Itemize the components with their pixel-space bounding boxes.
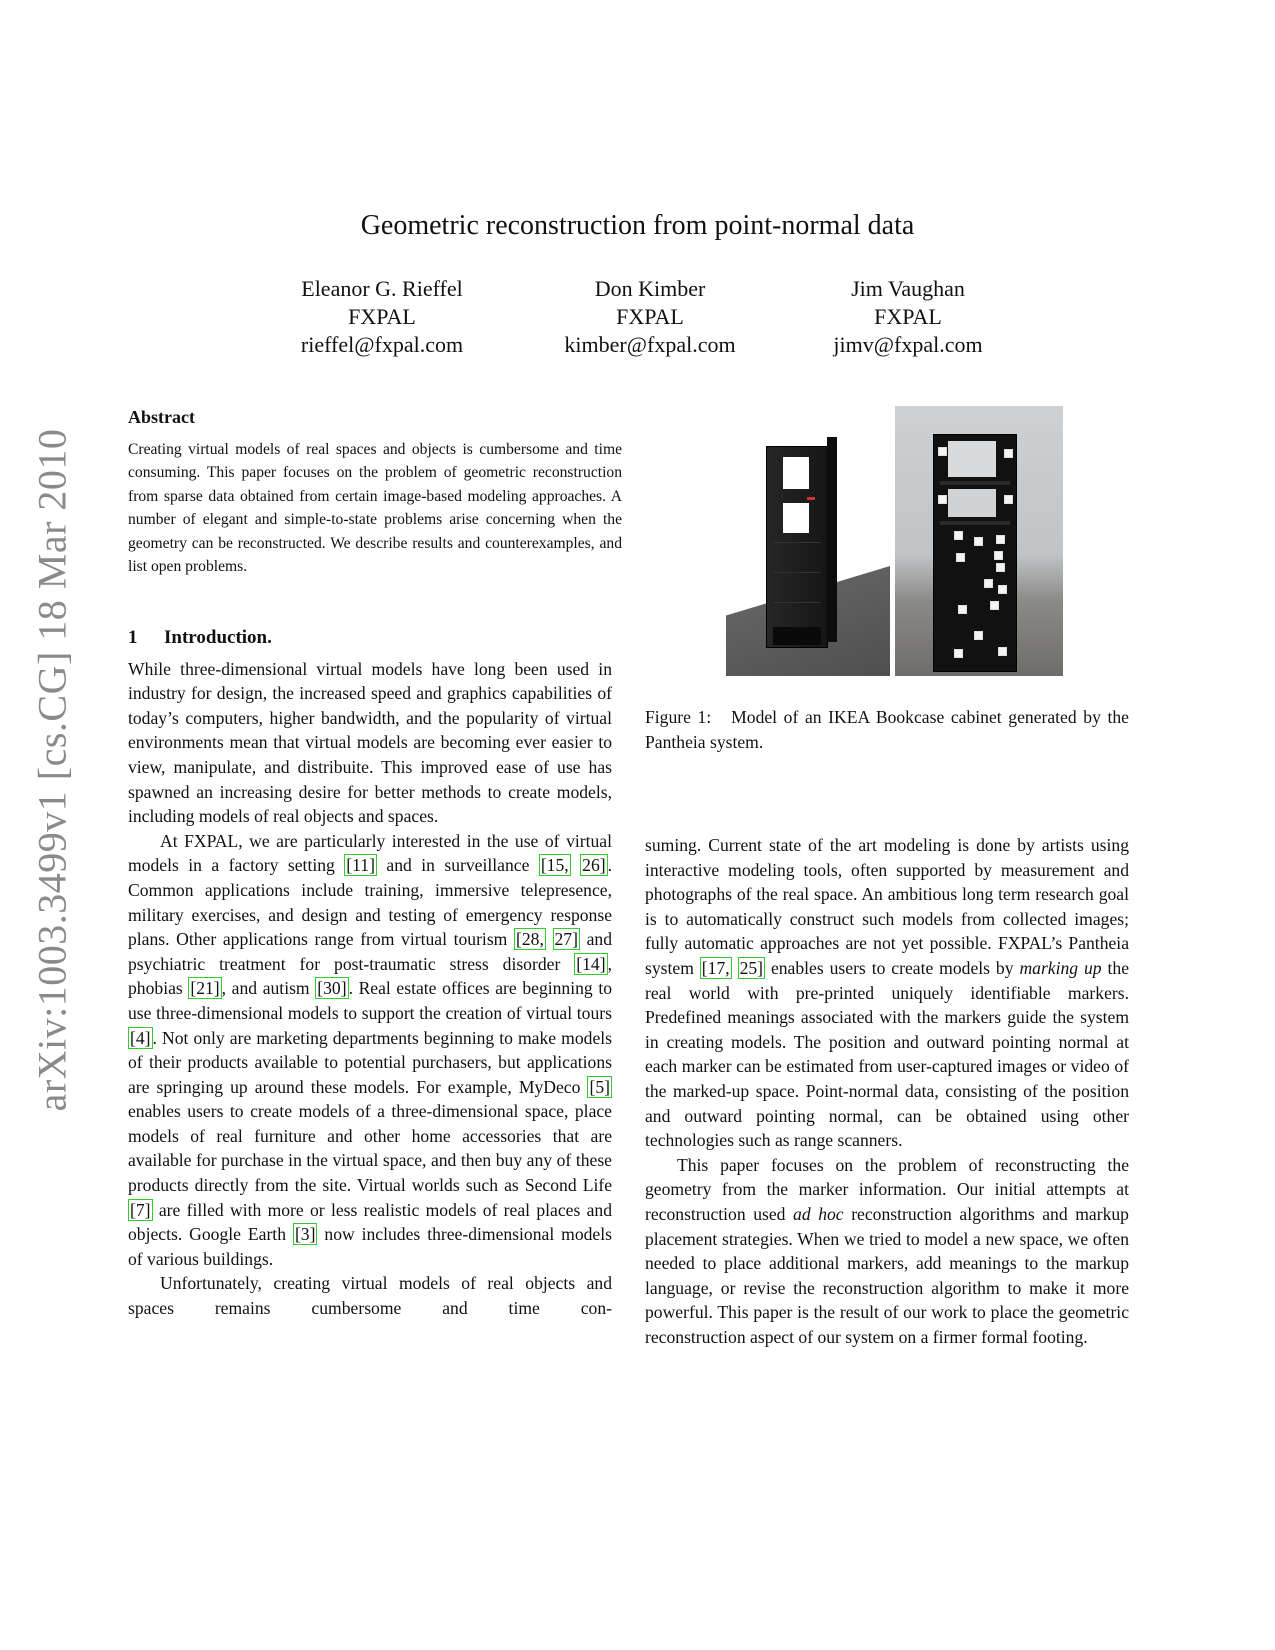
citation-link[interactable]: [7]: [130, 1199, 151, 1220]
citation-link[interactable]: [17,: [701, 957, 730, 978]
author-email: jimv@fxpal.com: [833, 332, 983, 357]
citation-link[interactable]: [11]: [346, 855, 375, 876]
bookcase-model: [766, 446, 828, 648]
figure-label: Figure 1:: [645, 707, 712, 727]
abstract-text: Creating virtual models of real spaces and objects is cumbersome and time consuming. This paper focuses on the problem of geometric reconstruction from sparse data obtained from certain image-based modeling approaches. A number of elegant and simple-to-state problems arise concerning when the geometry can be reconstructed. We describe results and counterexamples, and list open problems.: [128, 441, 622, 576]
citation-link[interactable]: [3]: [294, 1224, 316, 1245]
citation-link[interactable]: [15,: [540, 855, 569, 876]
citation-link[interactable]: [28,: [516, 929, 544, 950]
author-affiliation: FXPAL: [874, 304, 942, 329]
arxiv-identifier-stamp: arXiv:1003.3499v1 [cs.CG] 18 Mar 2010: [29, 428, 75, 1112]
author-block: [778, 275, 1038, 359]
paragraph: Unfortunately, creating virtual models of real objects and spaces remains cumbersome and time con-: [128, 1273, 612, 1319]
author-email: kimber@fxpal.com: [564, 332, 736, 357]
figure-photo-image: [895, 406, 1063, 676]
abstract-heading: Abstract: [128, 407, 195, 427]
figure-caption: [645, 705, 1129, 754]
citation-link[interactable]: [21]: [190, 978, 220, 999]
author-name: Don Kimber: [594, 276, 706, 301]
figure-caption-text: Model of an IKEA Bookcase cabinet generated by the Pantheia system.: [645, 707, 1129, 752]
figure-rendered-model-image: [726, 406, 890, 676]
paragraph: While three-dimensional virtual models have long been used in industry for design, the increased speed and graphics capabilities of today’s computers, higher bandwidth, and the popularity of virtual environments mean that virtual models are becoming ever easier to view, manipulate, and distribuite. This improved ease of use has spawned an increasing desire for better methods to create models, including models of real objects and spaces.: [128, 658, 612, 827]
author-affiliation: FXPAL: [348, 304, 416, 329]
paragraph: This paper focuses on the problem of reconstructing the geometry from the marker information. Our initial attempts at reconstruction used ad hoc reconstruction algorithms and markup placement strategies. When we tried to model a new space, we often needed to place additional markers, add meanings to the markup language, or revise the reconstruction algorithm to make it more powerful. This paper is the result of our work to place the geometric reconstruction aspect of our system on a firmer formal footing.: [645, 1154, 1129, 1347]
author-name: Eleanor G. Rieffel: [301, 276, 463, 301]
section-heading: 1 Introduction.: [128, 627, 272, 648]
citation-link[interactable]: [30]: [317, 978, 347, 999]
left-column: [128, 626, 612, 1321]
citation-link[interactable]: [4]: [130, 1027, 151, 1048]
citation-link[interactable]: 26]: [582, 855, 606, 876]
paragraph: At FXPAL, we are particularly interested in the use of virtual models in a factory setting [11] and in surveillance [15, 26] . Common applications include training, immersive telepresence, military exercises, and design and testing of emergency response plans. Other applications range from virtual tourism [28, 27] and psychiatric treatment for post-traumatic stress disorder [14] , phobias [21] , and autism [30] . Real estate offices are beginning to use three-dimensional models to support the creation of virtual tours [4] . Not only are marketing departments beginning to make models of their products available to potential purchasers, but applications are springing up around these models. For example, MyDeco [5] enables users to create models of a three-dimensional space, place models of real furniture and other home accessories that are available for purchase in the virtual space, and then buy any of these products directly from the site. Virtual worlds such as Second Life [7] are filled with more or less realistic models of real places and objects. Google Earth [3] now includes three-dimensional models of various buildings.: [128, 830, 613, 1269]
citation-link[interactable]: 27]: [554, 929, 578, 950]
bookcase-photo: [933, 434, 1017, 672]
paragraph: suming. Current state of the art modeling is done by artists using interactive modeling tools, often supported by measurement and photographs of the real space. An ambitious long term research goal is to automatically construct such models from collected images; fully automatic approaches are not yet possible. FXPAL’s Pantheia system [17, 25] enables users to create models by marking up the real world with pre-printed uniquely identifiable markers. Predefined meanings associated with the markers guide the system in creating models. The position and outward pointing normal at each marker can be estimated from user-captured images or video of the marked-up space. Point-normal data, consisting of the position and outward pointing normal, can be obtained using other technologies such as range scanners.: [645, 835, 1130, 1151]
author-block: [252, 275, 512, 359]
citation-link[interactable]: [14]: [576, 953, 606, 974]
author-block: [520, 275, 780, 359]
author-name: Jim Vaughan: [851, 276, 965, 301]
paper-title: Geometric reconstruction from point-normal data: [360, 210, 915, 241]
author-email: rieffel@fxpal.com: [300, 332, 464, 357]
author-affiliation: FXPAL: [616, 304, 684, 329]
citation-link[interactable]: 25]: [739, 957, 764, 978]
citation-link[interactable]: [5]: [589, 1076, 610, 1097]
right-column: [645, 833, 1129, 1349]
